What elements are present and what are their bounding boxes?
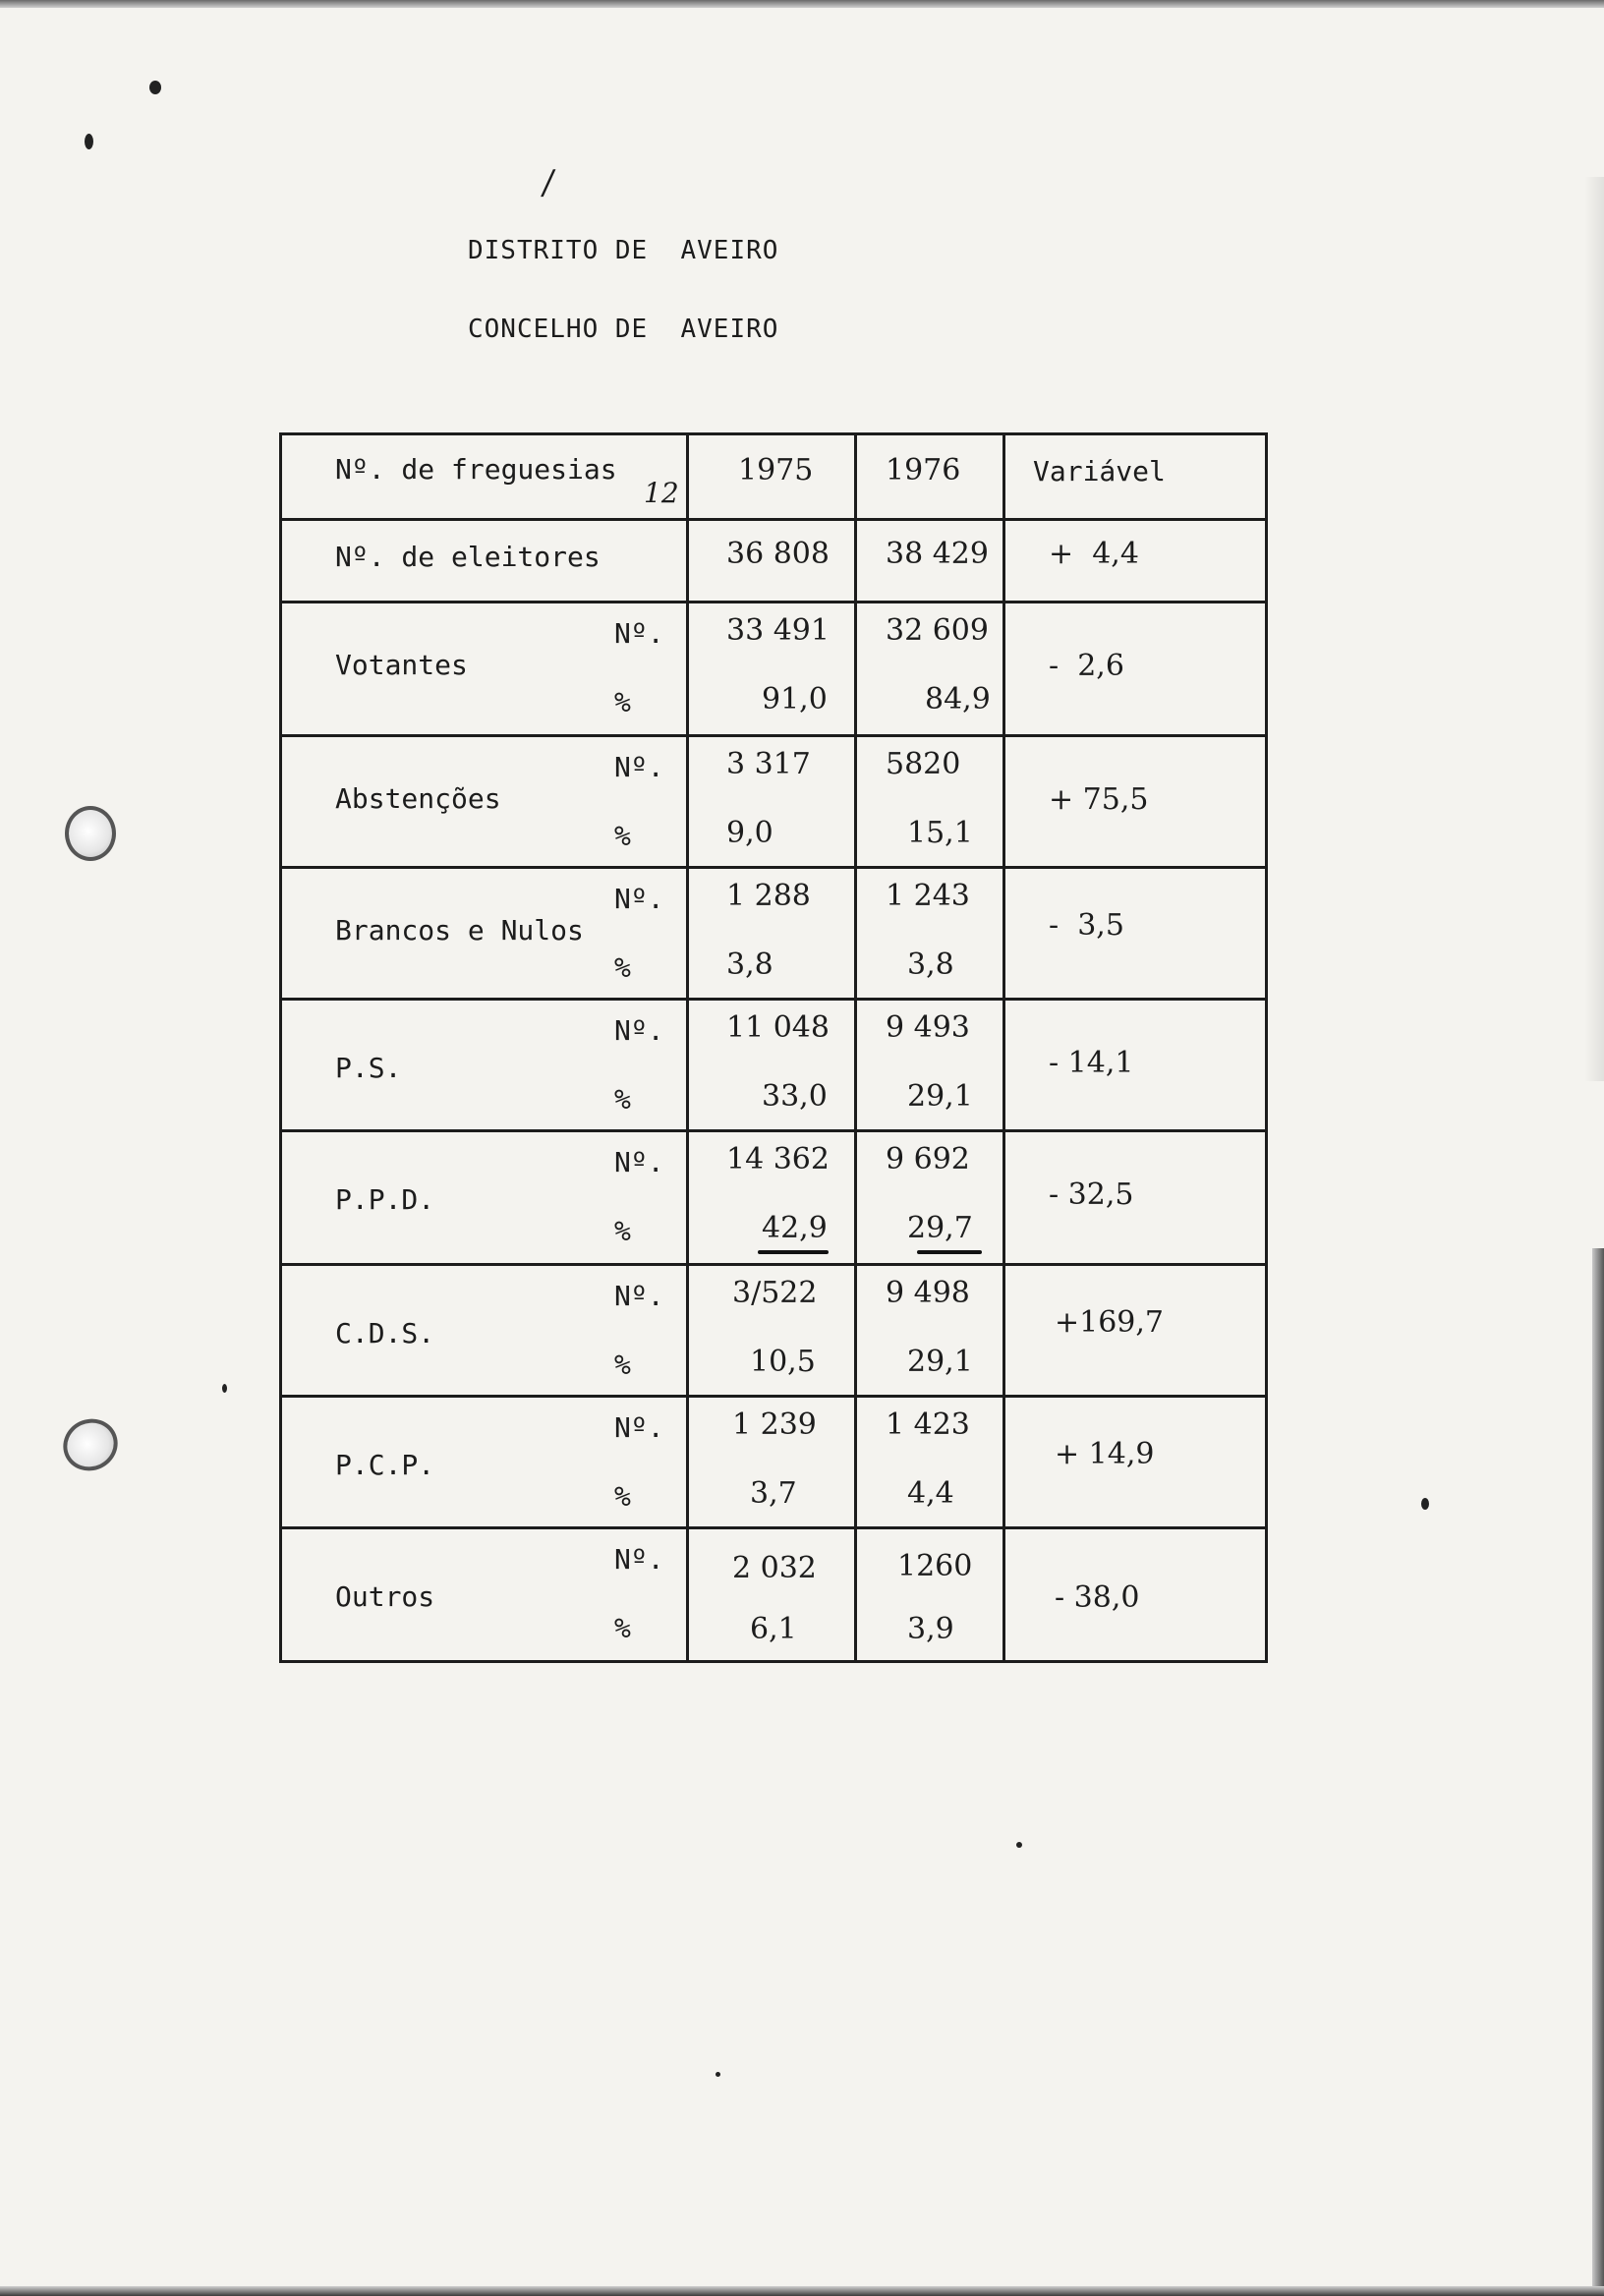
variation: +169,7 (1055, 1305, 1165, 1340)
header-1975: 1975 (738, 453, 814, 488)
table-row (282, 1526, 1265, 1660)
page-mark: / (540, 163, 557, 202)
eleitores-variation: + 4,4 (1049, 537, 1139, 571)
row-label: P.P.D. (335, 1183, 435, 1216)
eleitores-1975: 36 808 (726, 537, 830, 571)
percent-label: % (614, 686, 631, 718)
punch-hole-lower (55, 1410, 127, 1480)
count-1975: 1 239 (732, 1407, 817, 1442)
table-row (282, 601, 1265, 736)
count-1975: 2 032 (732, 1551, 817, 1585)
row-label: Outros (335, 1580, 435, 1613)
percent-1976: 29,7 (907, 1211, 973, 1245)
table-row (282, 866, 1265, 1000)
percent-1976: 29,1 (907, 1345, 973, 1379)
table-row (282, 998, 1265, 1131)
percent-label: % (614, 1215, 631, 1247)
percent-1976: 4,4 (907, 1476, 954, 1511)
count-label: Nº. (614, 1411, 664, 1444)
count-1976: 5820 (886, 747, 961, 781)
percent-1975: 10,5 (750, 1345, 816, 1379)
percent-label: % (614, 1612, 631, 1644)
ink-speck (1016, 1842, 1022, 1848)
page-edge-right (1592, 1248, 1604, 2286)
underline-mark (917, 1250, 982, 1254)
count-1976: 9 498 (886, 1276, 970, 1310)
election-results-table (279, 432, 1268, 1663)
count-1976: 1 243 (886, 879, 970, 913)
underline-mark (758, 1250, 829, 1254)
percent-1975: 3,7 (750, 1476, 797, 1511)
variation: - 14,1 (1049, 1046, 1134, 1080)
row-label: C.D.S. (335, 1317, 435, 1349)
row-label: Brancos e Nulos (335, 914, 584, 947)
percent-label: % (614, 1480, 631, 1513)
percent-label: % (614, 951, 631, 984)
count-1976: 1260 (897, 1549, 973, 1583)
percent-1975: 42,9 (762, 1211, 828, 1245)
ink-speck (1421, 1498, 1429, 1510)
percent-1975: 91,0 (762, 682, 828, 717)
count-1976: 1 423 (886, 1407, 970, 1442)
row-label: Votantes (335, 649, 468, 681)
ink-speck (222, 1384, 227, 1393)
count-1976: 32 609 (886, 613, 989, 648)
variation: - 3,5 (1049, 908, 1124, 943)
count-label: Nº. (614, 1146, 664, 1178)
percent-1975: 33,0 (762, 1079, 828, 1114)
eleitores-label: Nº. de eleitores (335, 541, 601, 573)
punch-hole-upper (65, 806, 116, 861)
count-1975: 14 362 (726, 1142, 830, 1177)
count-1976: 9 493 (886, 1010, 970, 1045)
table-row (282, 734, 1265, 868)
variation: + 14,9 (1055, 1437, 1155, 1471)
percent-1975: 9,0 (726, 816, 773, 850)
percent-1976: 84,9 (925, 682, 991, 717)
freguesias-count: 12 (644, 477, 679, 509)
ink-speck (149, 81, 161, 94)
row-label: Abstenções (335, 782, 501, 815)
count-1976: 9 692 (886, 1142, 970, 1177)
table-row (282, 1263, 1265, 1397)
page-edge-top (0, 0, 1604, 8)
header-1976: 1976 (886, 453, 961, 488)
percent-label: % (614, 1083, 631, 1116)
percent-1976: 3,8 (907, 947, 954, 982)
freguesias-label: Nº. de freguesias (335, 453, 617, 486)
page-edge-bottom (0, 2286, 1604, 2296)
ink-speck (85, 134, 93, 149)
percent-label: % (614, 820, 631, 852)
percent-1976: 3,9 (907, 1612, 954, 1646)
percent-1976: 29,1 (907, 1079, 973, 1114)
count-label: Nº. (614, 1543, 664, 1576)
page-shadow (1584, 177, 1604, 1081)
count-1975: 1 288 (726, 879, 811, 913)
variation: + 75,5 (1049, 782, 1149, 817)
table-row-eleitores (282, 518, 1265, 603)
percent-1976: 15,1 (907, 816, 973, 850)
count-label: Nº. (614, 617, 664, 650)
variation: - 2,6 (1049, 649, 1124, 683)
count-label: Nº. (614, 1014, 664, 1047)
district-heading: DISTRITO DE AVEIRO (468, 236, 779, 265)
count-1975: 3/522 (732, 1276, 818, 1310)
count-1975: 11 048 (726, 1010, 830, 1045)
percent-1975: 3,8 (726, 947, 773, 982)
table-row (282, 1129, 1265, 1265)
count-label: Nº. (614, 1280, 664, 1312)
eleitores-1976: 38 429 (886, 537, 989, 571)
percent-label: % (614, 1349, 631, 1381)
header-variavel: Variável (1033, 455, 1166, 488)
table-header-row (282, 435, 1265, 520)
table-row (282, 1395, 1265, 1528)
percent-1975: 6,1 (750, 1612, 797, 1646)
count-1975: 3 317 (726, 747, 811, 781)
row-label: P.S. (335, 1052, 402, 1084)
variation: - 32,5 (1049, 1177, 1134, 1212)
count-label: Nº. (614, 883, 664, 915)
count-1975: 33 491 (726, 613, 830, 648)
ink-speck (716, 2072, 720, 2077)
count-label: Nº. (614, 751, 664, 783)
row-label: P.C.P. (335, 1449, 435, 1481)
variation: - 38,0 (1055, 1580, 1140, 1615)
council-heading: CONCELHO DE AVEIRO (468, 315, 779, 344)
